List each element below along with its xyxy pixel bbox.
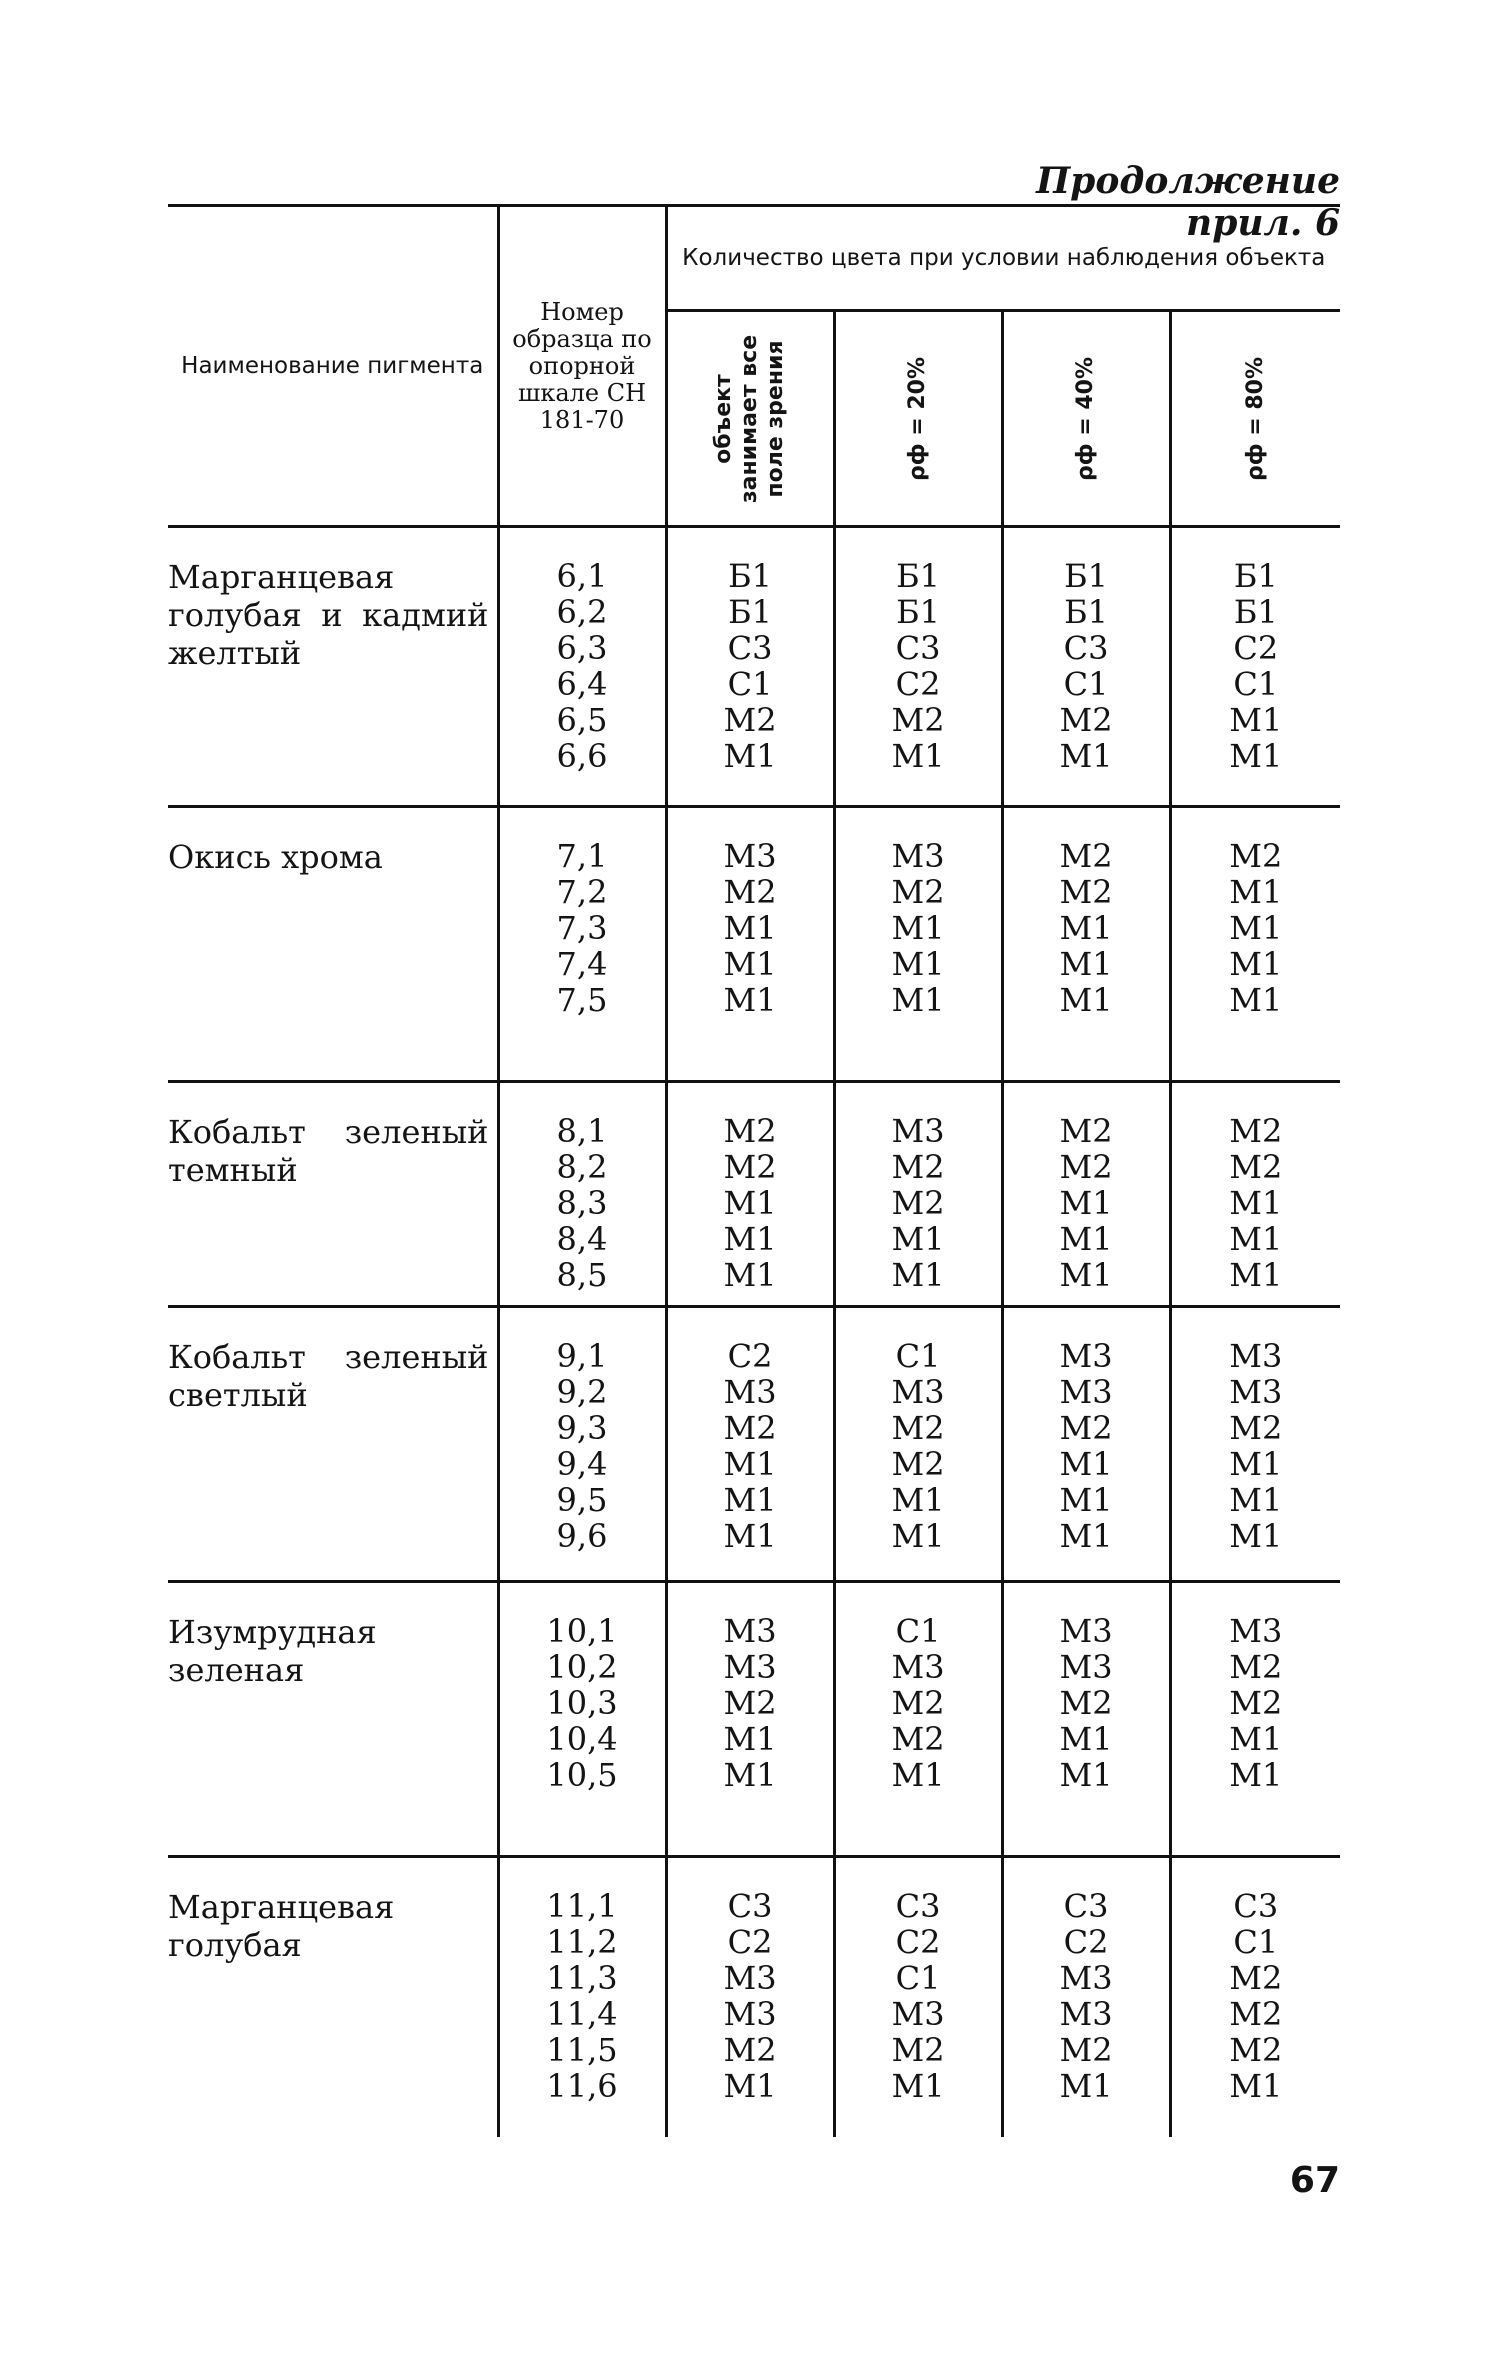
sample-numbers bbox=[498, 1582, 666, 1857]
sample-number: 7,5 bbox=[556, 981, 608, 1019]
sample-number: 8,1 bbox=[556, 1112, 608, 1150]
header-quantity: Количество цвета при условии наблюдения объекта bbox=[666, 206, 1340, 311]
color-value: М1 bbox=[1059, 1720, 1113, 1758]
color-value: М1 bbox=[1059, 1220, 1113, 1258]
color-value: М2 bbox=[723, 1684, 777, 1722]
color-value: М2 bbox=[1059, 1148, 1113, 1186]
full-field-values bbox=[666, 527, 834, 807]
color-value: Б1 bbox=[1064, 557, 1108, 595]
header-condition-rho20 bbox=[834, 311, 1002, 527]
sample-number: 9,4 bbox=[556, 1445, 608, 1483]
sample-numbers bbox=[498, 807, 666, 1082]
color-value: С2 bbox=[895, 665, 941, 703]
color-value: М1 bbox=[723, 737, 777, 775]
color-value: С1 bbox=[895, 1337, 941, 1375]
color-value: М3 bbox=[1229, 1373, 1283, 1411]
color-value: М1 bbox=[1229, 1481, 1283, 1519]
color-value: М2 bbox=[1229, 837, 1283, 875]
table-row-group bbox=[168, 807, 1340, 1082]
color-value: Б1 bbox=[1233, 557, 1278, 595]
color-value: С3 bbox=[1233, 1887, 1279, 1925]
color-value: М2 bbox=[1059, 701, 1113, 739]
color-value: М2 bbox=[891, 1184, 945, 1222]
color-value: М1 bbox=[891, 1220, 945, 1258]
color-value: М1 bbox=[891, 945, 945, 983]
color-value: М1 bbox=[1059, 737, 1113, 775]
color-value: М1 bbox=[891, 909, 945, 947]
color-value: М3 bbox=[1059, 1373, 1113, 1411]
color-value: М1 bbox=[1229, 1220, 1283, 1258]
sample-number: 11,1 bbox=[546, 1887, 618, 1925]
color-value: М2 bbox=[1229, 1112, 1283, 1150]
rho40-values bbox=[1002, 1082, 1170, 1307]
color-value: М2 bbox=[1059, 1409, 1113, 1447]
color-value: М1 bbox=[723, 1256, 777, 1294]
table-row-group bbox=[168, 1857, 1340, 2137]
color-value: М2 bbox=[1059, 837, 1113, 875]
color-value: М3 bbox=[1059, 1959, 1113, 1997]
sample-numbers bbox=[498, 527, 666, 807]
color-value: М1 bbox=[723, 1756, 777, 1794]
color-value: М3 bbox=[723, 1959, 777, 1997]
color-value: М1 bbox=[891, 1256, 945, 1294]
page-number: 67 bbox=[1289, 2160, 1340, 2201]
color-value: М2 bbox=[1059, 2031, 1113, 2069]
color-value: М1 bbox=[891, 1517, 945, 1555]
color-value: М2 bbox=[1229, 1684, 1283, 1722]
color-value: М3 bbox=[723, 1648, 777, 1686]
sample-number: 6,2 bbox=[556, 593, 608, 631]
color-value: М2 bbox=[891, 701, 945, 739]
color-value: М1 bbox=[1229, 1720, 1283, 1758]
color-value: М1 bbox=[1059, 981, 1113, 1019]
sample-number: 6,3 bbox=[556, 629, 608, 667]
color-value: С3 bbox=[1063, 629, 1109, 667]
color-value: Б1 bbox=[1064, 593, 1108, 631]
color-value: М2 bbox=[1059, 873, 1113, 911]
color-value: М2 bbox=[1229, 1959, 1283, 1997]
color-value: М1 bbox=[1229, 1256, 1283, 1294]
color-value: С3 bbox=[727, 1887, 773, 1925]
sample-number: 6,6 bbox=[556, 737, 608, 775]
sample-number: 8,3 bbox=[556, 1184, 608, 1222]
header-pigment-name: Наименование пигмента bbox=[168, 206, 498, 527]
sample-number: 9,2 bbox=[556, 1373, 608, 1411]
color-value: М1 bbox=[1229, 909, 1283, 947]
sample-number: 11,5 bbox=[546, 2031, 618, 2069]
sample-number: 11,3 bbox=[546, 1959, 618, 1997]
color-value: М2 bbox=[891, 1720, 945, 1758]
sample-number: 9,6 bbox=[556, 1517, 608, 1555]
full-field-values bbox=[666, 807, 834, 1082]
color-value: М2 bbox=[723, 1112, 777, 1150]
color-value: М1 bbox=[723, 981, 777, 1019]
table-row-group bbox=[168, 527, 1340, 807]
color-value: М3 bbox=[891, 837, 945, 875]
color-value: М3 bbox=[723, 1995, 777, 2033]
pigment-color-table bbox=[168, 204, 1340, 2137]
rho80-values bbox=[1170, 807, 1340, 1082]
color-value: М1 bbox=[1229, 981, 1283, 1019]
color-value: М1 bbox=[723, 1220, 777, 1258]
color-value: С3 bbox=[895, 1887, 941, 1925]
header-condition-full-field bbox=[666, 311, 834, 527]
rho80-values bbox=[1170, 527, 1340, 807]
color-value: М1 bbox=[1059, 1184, 1113, 1222]
color-value: М3 bbox=[891, 1995, 945, 2033]
color-value: М1 bbox=[1059, 1445, 1113, 1483]
color-value: М3 bbox=[723, 1612, 777, 1650]
color-value: М2 bbox=[891, 1409, 945, 1447]
color-value: М1 bbox=[891, 2067, 945, 2105]
rho40-values bbox=[1002, 807, 1170, 1082]
color-value: М1 bbox=[1059, 1481, 1113, 1519]
sample-number: 6,1 bbox=[556, 557, 608, 595]
full-field-values bbox=[666, 1082, 834, 1307]
rho40-values bbox=[1002, 1582, 1170, 1857]
header-condition-rho80 bbox=[1170, 311, 1340, 527]
rho20-values bbox=[834, 1082, 1002, 1307]
sample-number: 7,1 bbox=[556, 837, 608, 875]
color-value: М3 bbox=[891, 1112, 945, 1150]
color-value: М2 bbox=[1229, 1148, 1283, 1186]
color-value: М3 bbox=[723, 1373, 777, 1411]
header-condition-rho80-label: ρф = 80% bbox=[1242, 356, 1268, 481]
table-row-group bbox=[168, 1307, 1340, 1582]
sample-number: 8,5 bbox=[556, 1256, 608, 1294]
header-condition-full-field-label: объект занимает все поле зрения bbox=[711, 334, 788, 503]
color-value: М2 bbox=[723, 701, 777, 739]
sample-number: 7,3 bbox=[556, 909, 608, 947]
sample-number: 7,2 bbox=[556, 873, 608, 911]
color-value: М2 bbox=[723, 2031, 777, 2069]
sample-number: 10,3 bbox=[546, 1684, 618, 1722]
color-value: С1 bbox=[1233, 1923, 1279, 1961]
color-value: М1 bbox=[1229, 1445, 1283, 1483]
color-value: М1 bbox=[1229, 873, 1283, 911]
full-field-values bbox=[666, 1307, 834, 1582]
color-value: М1 bbox=[1059, 1517, 1113, 1555]
color-value: С1 bbox=[895, 1612, 941, 1650]
color-value: С2 bbox=[727, 1923, 773, 1961]
pigment-name: Марганцевая голубая и кадмий желтый bbox=[168, 527, 498, 807]
full-field-values bbox=[666, 1857, 834, 2137]
rho40-values bbox=[1002, 1307, 1170, 1582]
sample-number: 10,2 bbox=[546, 1648, 618, 1686]
color-value: М1 bbox=[1229, 1184, 1283, 1222]
full-field-values bbox=[666, 1582, 834, 1857]
color-value: М1 bbox=[891, 981, 945, 1019]
color-value: М3 bbox=[891, 1648, 945, 1686]
rho80-values bbox=[1170, 1857, 1340, 2137]
color-value: М2 bbox=[891, 1445, 945, 1483]
color-value: М1 bbox=[723, 1720, 777, 1758]
color-value: Б1 bbox=[896, 557, 940, 595]
color-value: С1 bbox=[895, 1959, 941, 1997]
rho20-values bbox=[834, 1307, 1002, 1582]
header-condition-rho40-label: ρф = 40% bbox=[1073, 356, 1098, 481]
color-value: М2 bbox=[1229, 1995, 1283, 2033]
color-value: М3 bbox=[1059, 1337, 1113, 1375]
color-value: М1 bbox=[891, 1756, 945, 1794]
sample-number: 9,3 bbox=[556, 1409, 608, 1447]
color-value: С2 bbox=[1063, 1923, 1109, 1961]
color-value: М1 bbox=[1059, 909, 1113, 947]
pigment-name: Окись хрома bbox=[168, 807, 498, 1082]
color-value: М1 bbox=[1059, 1256, 1113, 1294]
color-value: М1 bbox=[1059, 2067, 1113, 2105]
color-value: М3 bbox=[1229, 1612, 1283, 1650]
color-value: М1 bbox=[1229, 1517, 1283, 1555]
color-value: М1 bbox=[723, 1481, 777, 1519]
pigment-name: Изумрудная зеленая bbox=[168, 1582, 498, 1857]
sample-number: 7,4 bbox=[556, 945, 608, 983]
color-value: С2 bbox=[1233, 629, 1279, 667]
color-value: М3 bbox=[1059, 1995, 1113, 2033]
color-value: М2 bbox=[723, 1148, 777, 1186]
rho20-values bbox=[834, 527, 1002, 807]
color-value: М1 bbox=[1229, 945, 1283, 983]
pigment-name: Марганцевая голубая bbox=[168, 1857, 498, 2137]
color-value: М1 bbox=[1229, 2067, 1283, 2105]
color-value: С3 bbox=[1063, 1887, 1109, 1925]
rho20-values bbox=[834, 1857, 1002, 2137]
color-value: С1 bbox=[1063, 665, 1109, 703]
color-value: М1 bbox=[1059, 945, 1113, 983]
color-value: М1 bbox=[891, 1481, 945, 1519]
sample-numbers bbox=[498, 1082, 666, 1307]
sample-number: 6,4 bbox=[556, 665, 608, 703]
table-body bbox=[168, 527, 1340, 2137]
color-value: М3 bbox=[1229, 1337, 1283, 1375]
color-value: С3 bbox=[727, 629, 773, 667]
color-value: С2 bbox=[727, 1337, 773, 1375]
color-value: М2 bbox=[891, 2031, 945, 2069]
pigment-name: Кобальт зеленый светлый bbox=[168, 1307, 498, 1582]
sample-number: 11,6 bbox=[546, 2067, 618, 2105]
color-value: М2 bbox=[891, 873, 945, 911]
color-value: М2 bbox=[1229, 1409, 1283, 1447]
color-value: М1 bbox=[723, 1445, 777, 1483]
sample-number: 8,2 bbox=[556, 1148, 608, 1186]
sample-number: 9,5 bbox=[556, 1481, 608, 1519]
color-value: М2 bbox=[1059, 1112, 1113, 1150]
color-value: С1 bbox=[727, 665, 773, 703]
header-condition-rho40 bbox=[1002, 311, 1170, 527]
continuation-caption: Продолжение прил. 6 bbox=[1036, 160, 1340, 244]
color-value: М3 bbox=[723, 837, 777, 875]
color-value: М1 bbox=[723, 1184, 777, 1222]
color-value: М2 bbox=[891, 1148, 945, 1186]
color-value: М1 bbox=[891, 737, 945, 775]
color-value: М2 bbox=[1059, 1684, 1113, 1722]
sample-numbers bbox=[498, 1857, 666, 2137]
rho20-values bbox=[834, 807, 1002, 1082]
sample-number: 11,4 bbox=[546, 1995, 618, 2033]
color-value: М3 bbox=[1059, 1648, 1113, 1686]
rho20-values bbox=[834, 1582, 1002, 1857]
color-value: М2 bbox=[891, 1684, 945, 1722]
color-value: С3 bbox=[895, 629, 941, 667]
color-value: Б1 bbox=[1233, 593, 1278, 631]
color-value: М1 bbox=[1229, 1756, 1283, 1794]
sample-number: 6,5 bbox=[556, 701, 608, 739]
sample-number: 10,1 bbox=[546, 1612, 618, 1650]
color-value: М1 bbox=[723, 1517, 777, 1555]
color-value: М3 bbox=[891, 1373, 945, 1411]
color-value: М1 bbox=[1229, 737, 1283, 775]
sample-number: 10,4 bbox=[546, 1720, 618, 1758]
color-value: М1 bbox=[723, 2067, 777, 2105]
color-value: С1 bbox=[1233, 665, 1279, 703]
rho80-values bbox=[1170, 1082, 1340, 1307]
rho40-values bbox=[1002, 527, 1170, 807]
color-value: М3 bbox=[1059, 1612, 1113, 1650]
table-row-group bbox=[168, 1582, 1340, 1857]
header-condition-rho20-label: ρф = 20% bbox=[905, 356, 930, 481]
color-value: М1 bbox=[723, 909, 777, 947]
color-value: М2 bbox=[1229, 2031, 1283, 2069]
rho80-values bbox=[1170, 1582, 1340, 1857]
sample-number: 11,2 bbox=[546, 1923, 618, 1961]
sample-number: 10,5 bbox=[546, 1756, 618, 1794]
color-value: Б1 bbox=[728, 593, 772, 631]
pigment-name: Кобальт зеленый темный bbox=[168, 1082, 498, 1307]
color-value: С2 bbox=[895, 1923, 941, 1961]
color-value: М1 bbox=[723, 945, 777, 983]
color-value: Б1 bbox=[728, 557, 772, 595]
rho40-values bbox=[1002, 1857, 1170, 2137]
color-value: Б1 bbox=[896, 593, 940, 631]
sample-number: 8,4 bbox=[556, 1220, 608, 1258]
color-value: М1 bbox=[1059, 1756, 1113, 1794]
rho80-values bbox=[1170, 1307, 1340, 1582]
color-value: М1 bbox=[1229, 701, 1283, 739]
table-row-group bbox=[168, 1082, 1340, 1307]
sample-numbers bbox=[498, 1307, 666, 1582]
color-value: М2 bbox=[723, 1409, 777, 1447]
color-value: М2 bbox=[723, 873, 777, 911]
header-sample-number: Номер образца по опорной шкале СН 181-70 bbox=[498, 206, 666, 527]
sample-number: 9,1 bbox=[556, 1337, 608, 1375]
color-value: М2 bbox=[1229, 1648, 1283, 1686]
